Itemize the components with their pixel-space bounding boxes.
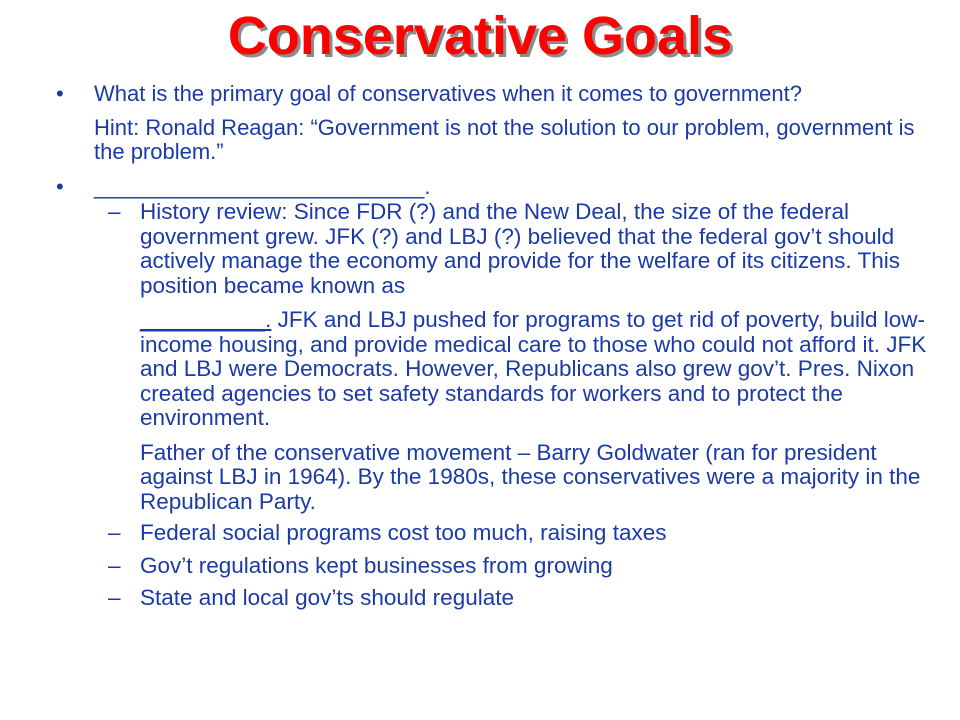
history-continued-text: JFK and LBJ pushed for programs to get rid of poverty, build low-income housing, and provide medical care to those who could not afford it. JFK and LBJ were Democrats. However, Republicans also grew gov’t. Pres. Nixon created agencies to set safety standards for workers and to protect the environment.: [140, 307, 927, 430]
bullet-primary-goal: [56, 82, 936, 107]
goldwater-paragraph: Father of the conservative movement – Barry Goldwater (ran for president against LBJ in 1964). By the 1980s, these conservatives were a majority in the Republican Party.: [140, 439, 921, 514]
sub-social-programs: [108, 521, 936, 546]
regulations-text: Gov’t regulations kept businesses from growing: [140, 552, 613, 578]
history-review-text: History review: Since FDR (?) and the New Deal, the size of the federal government grew. JFK (?) and LBJ (?) believed that the federal gov’t should actively manage the economy and provide for the welfare of its citizens. This position became known as: [140, 199, 900, 298]
state-local-text: State and local gov’ts should regulate: [140, 585, 514, 610]
answer-blank-line: ___________________________.: [94, 173, 431, 199]
bullet-answer-blank: [56, 175, 936, 200]
dash-icon: –: [108, 199, 121, 224]
social-programs-text: Federal social programs cost too much, raising taxes: [140, 520, 667, 545]
slide-content: [56, 82, 936, 611]
bullet-icon: •: [56, 81, 64, 106]
dash-icon: –: [108, 520, 121, 545]
sub-history-review: [108, 200, 936, 298]
sub-regulations: [108, 554, 936, 579]
dash-icon: –: [108, 585, 121, 610]
hint-reagan-quote: Hint: Ronald Reagan: “Government is not the solution to our problem, government is the problem.”: [94, 114, 915, 164]
bullet-icon: •: [56, 173, 64, 199]
sub-state-local: [108, 586, 936, 611]
history-review-continued: [140, 308, 936, 431]
bullet-question-text: What is the primary goal of conservatives when it comes to government?: [94, 81, 802, 106]
dash-icon: –: [108, 552, 121, 578]
liberalism-blank: __________.: [140, 307, 272, 332]
slide-title: Conservative Goals: [227, 6, 733, 66]
